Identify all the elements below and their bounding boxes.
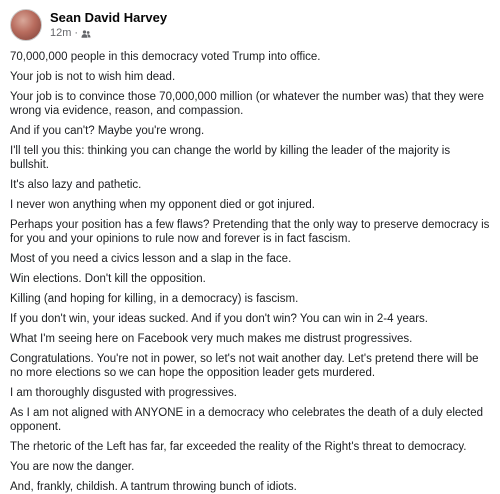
post-paragraph: You are now the danger. [10,461,135,473]
separator-dot: · [74,27,79,39]
post-header [10,8,490,42]
post-paragraph: I am thoroughly disgusted with progressives. [10,387,237,399]
post-paragraph: Most of you need a civics lesson and a slap in the face. [10,253,292,265]
post-paragraph: What I'm seeing here on Facebook very much makes me distrust progressives. [10,333,413,345]
post-subline [50,27,167,40]
post-paragraph: Congratulations. You're not in power, so let's not wait another day. Let's pretend there will be no more elections so we can hope the opposition leader gets murdered. [10,353,479,379]
post-paragraph: I never won anything when my opponent died or got injured. [10,199,315,211]
post-paragraph: As I am not aligned with ANYONE in a democracy who celebrates the death of a duly elected opponent. [10,407,484,433]
author-name[interactable]: Sean David Harvey [50,10,168,25]
post-paragraph: Your job is not to wish him dead. [10,71,176,83]
post-paragraph: Your job is to convince those 70,000,000 million (or whatever the number was) that they were wrong via evidence, reason, and compassion. [10,91,484,117]
post-paragraph: The rhetoric of the Left has far, far exceeded the reality of the Right's threat to democracy. [10,441,467,453]
post-paragraph: I'll tell you this: thinking you can change the world by killing the leader of the majority is bullshit. [10,145,451,171]
post-paragraph: It's also lazy and pathetic. [10,179,142,191]
post-paragraph: And if you can't? Maybe you're wrong. [10,125,205,137]
post-paragraph: Win elections. Don't kill the opposition. [10,273,206,285]
post-timestamp[interactable]: 12m [50,27,72,39]
post-paragraph: And, frankly, childish. A tantrum throwing bunch of idiots. [10,481,297,493]
friends-icon[interactable] [81,29,91,39]
post-paragraph: If you don't win, your ideas sucked. And if you don't win? You can win in 2-4 years. [10,313,429,325]
post-paragraph: 70,000,000 people in this democracy voted Trump into office. [10,51,321,63]
post-paragraph: Killing (and hoping for killing, in a democracy) is fascism. [10,293,299,305]
author-avatar[interactable] [10,9,42,41]
post-body [10,50,490,494]
post-meta [50,10,167,40]
post-paragraph: Perhaps your position has a few flaws? Pretending that the only way to preserve democracy is for you and your opinions to rule now and forever is in fact fascism. [10,219,490,245]
